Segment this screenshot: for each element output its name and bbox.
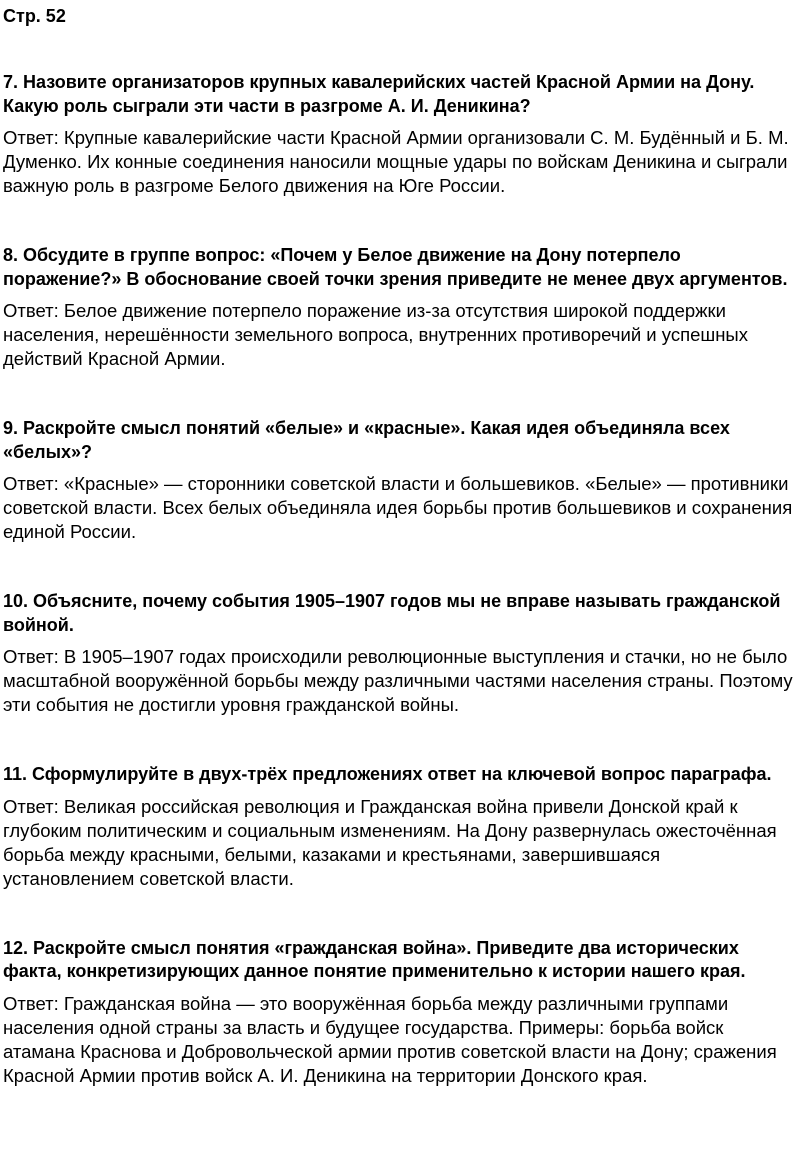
question-7: 7. Назовите организаторов крупных кавалерийских частей Красной Армии на Дону. Какую роль сыграли эти части в разгроме А. И. Деникина? — [3, 72, 755, 116]
qa-item-10 — [3, 590, 796, 717]
qa-item-7 — [3, 71, 796, 198]
question-9: 9. Раскройте смысл понятий «белые» и «красные». Какая идея объединяла всех «белых»? — [3, 418, 730, 462]
question-8: 8. Обсудите в группе вопрос: «Почем у Белое движение на Дону потерпело поражение?» В обоснование своей точки зрения приведите не менее двух аргументов. — [3, 245, 788, 289]
page-number: Стр. 52 — [3, 6, 66, 26]
qa-item-11 — [3, 763, 796, 891]
answer-8: Ответ: Белое движение потерпело поражение из-за отсутствия широкой поддержки населения, нерешённости земельного вопроса, внутренних противоречий и успешных действий Красной Армии. — [3, 300, 748, 369]
question-12: 12. Раскройте смысл понятия «гражданская война». Приведите два исторических факта, конкретизирующих данное понятие применительно к истории нашего края. — [3, 937, 746, 981]
answer-12: Ответ: Гражданская война — это вооружённая борьба между различными группами населения одной страны за власть и будущее государства. Примеры: борьба войск атамана Краснова и Добровольческой армии против советской власти на Дону; сражения Красной Армии против войск А. И. Деникина на территории Донского края. — [3, 992, 777, 1086]
qa-item-8 — [3, 244, 796, 371]
qa-item-12 — [3, 937, 796, 1088]
question-10: 10. Объясните, почему события 1905–1907 годов мы не вправе называть гражданской войной. — [3, 591, 781, 635]
question-11: 11. Сформулируйте в двух-трёх предложениях ответ на ключевой вопрос параграфа. — [3, 764, 772, 784]
answer-9: Ответ: «Красные» — сторонники советской власти и большевиков. «Белые» — противники советской власти. Всех белых объединяла идея борьбы против большевиков и сохранения единой России. — [3, 473, 793, 542]
answer-7: Ответ: Крупные кавалерийские части Красной Армии организовали С. М. Будённый и Б. М. Думенко. Их конные соединения наносили мощные удары по войскам Деникина и сыграли важную роль в разгроме Белого движения на Юге России. — [3, 127, 789, 196]
answer-10: Ответ: В 1905–1907 годах происходили революционные выступления и стачки, но не было масштабной вооружённой борьбы между различными частями населения страны. Поэтому эти события не достигли уровня гражданской войны. — [3, 646, 793, 715]
qa-item-9 — [3, 417, 796, 544]
answer-11: Ответ: Великая российская революция и Гражданская война привели Донской край к глубоким политическим и социальным изменениям. На Дону развернулась ожесточённая борьба между красными, белыми, казаками и крестьянами, завершившаяся установлением советской власти. — [3, 795, 777, 889]
